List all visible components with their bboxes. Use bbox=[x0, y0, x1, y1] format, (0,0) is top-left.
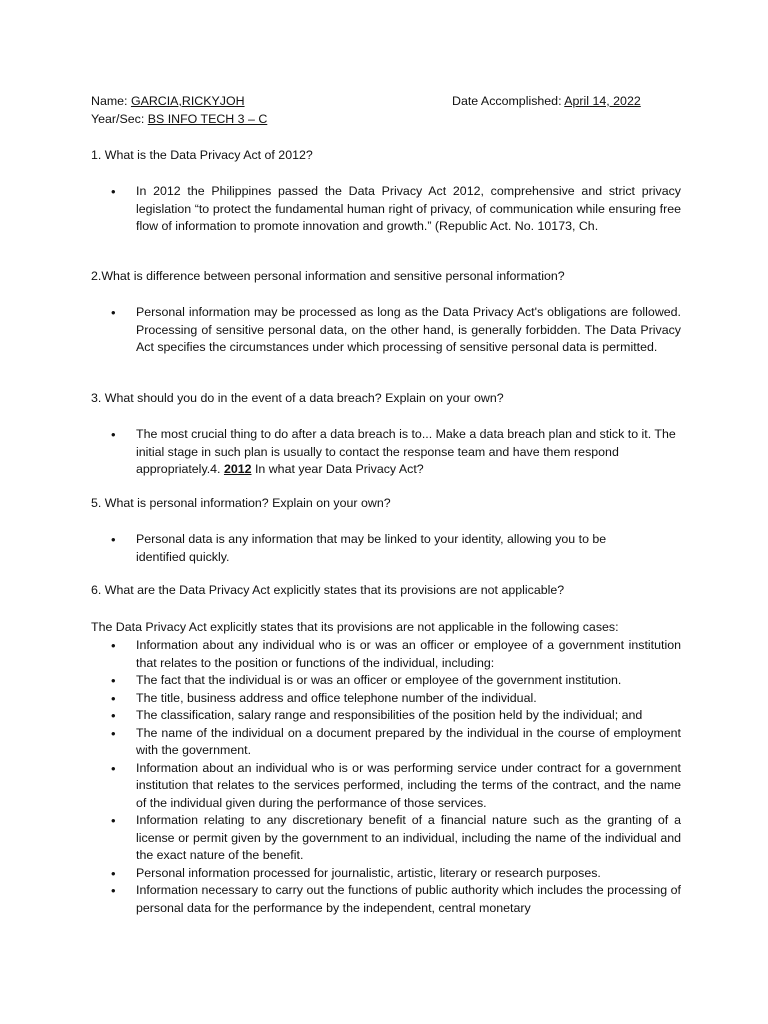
answer-3-text: The most crucial thing to do after a data breach is to... Make a data breach plan and stick to it. The initial stage in such plan is usually to contact the response team and have them respond appropriately.4. bbox=[136, 427, 676, 476]
list-item: • Information relating to any discretionary benefit of a financial nature such as the granting of a license or permit given by the government to an individual, including the name of the individual and the exact nature of the benefit. bbox=[111, 813, 681, 862]
bullet-icon: • bbox=[111, 708, 116, 723]
bullet-icon: • bbox=[111, 690, 116, 706]
list-item: • The fact that the individual is or was an officer or employee of the government institution. bbox=[111, 673, 622, 688]
bullet-icon: • bbox=[111, 725, 116, 741]
name-line bbox=[91, 93, 245, 111]
list-item: • Information about any individual who is or was an officer or employee of a government institution that relates to the position or functions of the individual, including: bbox=[111, 638, 681, 670]
date-label: Date Accomplished: bbox=[452, 94, 565, 108]
name-label: Name: bbox=[91, 94, 131, 108]
list-item: • The title, business address and office telephone number of the individual. bbox=[111, 690, 537, 706]
answer-5-text: Personal data is any information that may be linked to your identity, allowing you to be identified quickly. bbox=[136, 532, 607, 564]
bullet-icon: • bbox=[111, 673, 116, 688]
answer-3-block bbox=[111, 426, 681, 479]
answer-3-question-4: In what year Data Privacy Act? bbox=[251, 462, 424, 476]
list-item: • The classification, salary range and responsibilities of the position held by the individual; and bbox=[111, 708, 643, 723]
list-item: • Information about an individual who is or was performing service under contract for a government institution that relates to the services performed, including the terms of the contract, and the name of the individual given during the performance of those services. bbox=[111, 760, 681, 810]
bullet-icon: • bbox=[111, 305, 116, 320]
name-value: GARCIA,RICKYJOH bbox=[130, 94, 245, 108]
question-1: 1. What is the Data Privacy Act of 2012? bbox=[91, 148, 313, 162]
exceptions-list bbox=[111, 637, 681, 917]
answer-3 bbox=[111, 426, 681, 479]
bullet-icon: • bbox=[111, 883, 116, 898]
bullet-icon: • bbox=[111, 813, 116, 828]
bullet-icon: • bbox=[111, 760, 116, 776]
yearsec-line bbox=[91, 111, 267, 129]
list-item: • Information necessary to carry out the functions of public authority which includes the processing of personal data for the performance by the independent, central monetary bbox=[111, 883, 681, 915]
answer-5 bbox=[111, 531, 631, 566]
question-2: 2.What is difference between personal information and sensitive personal information? bbox=[91, 269, 565, 283]
question-6: 6. What are the Data Privacy Act explicitly states that its provisions are not applicable? bbox=[91, 583, 565, 597]
list-item: • Personal information processed for journalistic, artistic, literary or research purposes. bbox=[111, 865, 601, 881]
yearsec-value: BS INFO TECH 3 – C bbox=[147, 112, 268, 126]
bullet-icon: • bbox=[111, 427, 116, 442]
answer-1-block bbox=[111, 183, 681, 236]
date-line bbox=[452, 93, 641, 111]
bullet-icon: • bbox=[111, 865, 116, 881]
question-6-intro: The Data Privacy Act explicitly states that its provisions are not applicable in the following cases: bbox=[91, 620, 619, 634]
answer-1-text: In 2012 the Philippines passed the Data Privacy Act 2012, comprehensive and strict privacy legislation “to protect the fundamental human right of privacy, of communication while ensuring free flow of information to promote innovation and growth.” (Republic Act. No. 10173, Ch. bbox=[136, 184, 681, 233]
bullet-icon: • bbox=[111, 638, 116, 653]
answer-2-text: Personal information may be processed as long as the Data Privacy Act's obligations are followed. Processing of sensitive personal data, on the other hand, is generally forbidden. The Data Privacy Act specifies the circumstances under which processing of sensitive personal data is permitted. bbox=[136, 305, 681, 354]
answer-2 bbox=[111, 304, 681, 357]
answer-3-year: 2012 bbox=[223, 462, 252, 476]
yearsec-label: Year/Sec: bbox=[91, 112, 148, 126]
answer-1 bbox=[111, 183, 681, 236]
answer-5-block bbox=[111, 531, 631, 566]
answer-2-block bbox=[111, 304, 681, 357]
date-value: April 14, 2022 bbox=[564, 94, 641, 108]
bullet-icon: • bbox=[111, 184, 116, 199]
list-item: • The name of the individual on a document prepared by the individual in the course of employment with the government. bbox=[111, 725, 681, 757]
question-5: 5. What is personal information? Explain on your own? bbox=[91, 496, 391, 510]
question-3: 3. What should you do in the event of a data breach? Explain on your own? bbox=[91, 391, 504, 405]
bullet-icon: • bbox=[111, 532, 116, 547]
